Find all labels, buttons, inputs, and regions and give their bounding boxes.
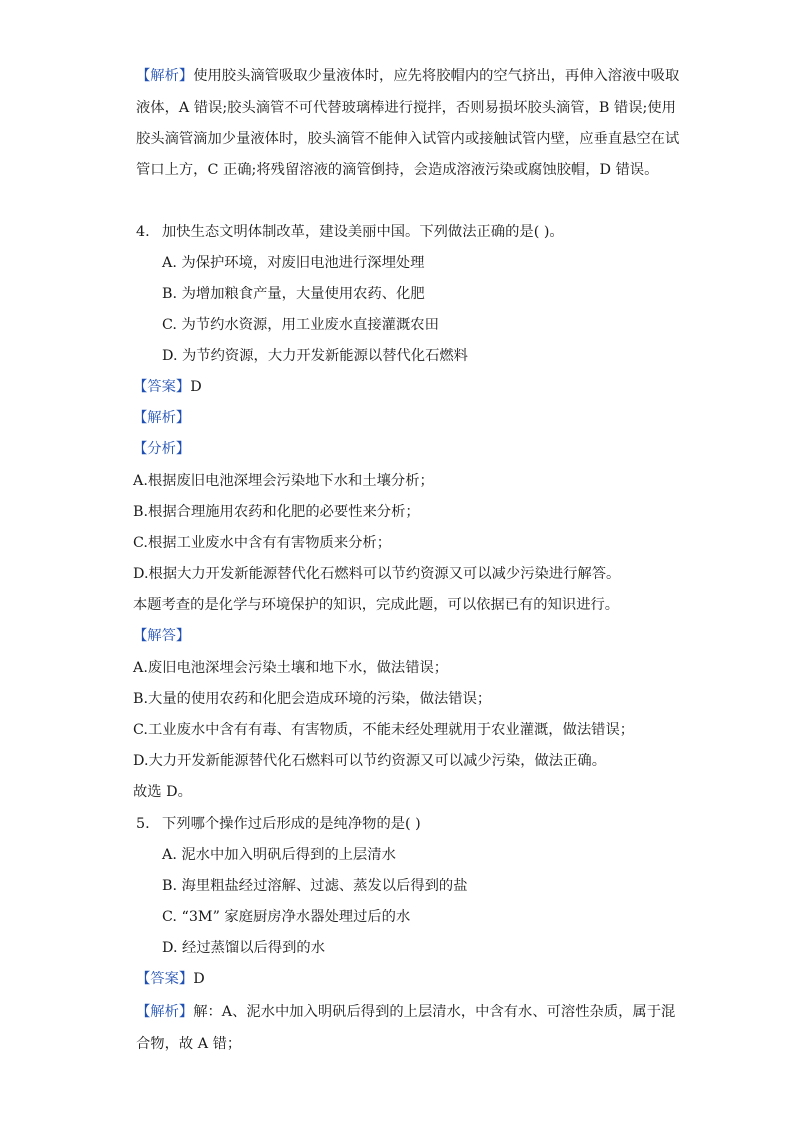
q5-number: 5.	[136, 816, 150, 832]
q5-explain-line-1: 【解析】解：A、泥水中加入明矾后得到的上层清水，中含有水、可溶性杂质，属于混	[136, 1004, 676, 1020]
q5-option-d: D. 经过蒸馏以后得到的水	[162, 940, 326, 956]
q4-stem: 4. 加快生态文明体制改革，建设美丽中国。下列做法正确的是( )。	[136, 224, 564, 240]
q4-option-b: B. 为增加粮食产量，大量使用农药、化肥	[162, 286, 425, 302]
q3-analysis-line-1: 【解析】使用胶头滴管吸取少量液体时，应先将胶帽内的空气挤出，再伸入溶液中吸取	[136, 68, 680, 84]
q4-solution-line-2: B.大量的使用农药和化肥会造成环境的污染，做法错误；	[133, 691, 492, 707]
q4-option-c: C. 为节约水资源，用工业废水直接灌溉农田	[162, 317, 439, 333]
q3-analysis-line-4: 管口上方，C 正确;将残留溶液的滴管倒持，会造成溶液污染或腐蚀胶帽，D 错误。	[136, 162, 659, 178]
q5-option-a: A. 泥水中加入明矾后得到的上层清水	[162, 847, 396, 863]
answer-tag: 【答案】	[136, 971, 194, 987]
q4-analysis-line-5: 本题考查的是化学与环境保护的知识，完成此题，可以依据已有的知识进行。	[133, 597, 620, 613]
q4-solution-tag: 【解答】	[133, 628, 191, 644]
q3-analysis-line-3: 胶头滴管滴加少量液体时，胶头滴管不能伸入试管内或接触试管内壁，应垂直悬空在试	[136, 131, 680, 147]
q5-option-c: C. “3M” 家庭厨房净水器处理过后的水	[162, 909, 411, 925]
q4-solution-line-4: D.大力开发新能源替代化石燃料可以节约资源又可以减少污染，做法正确。	[133, 753, 606, 769]
q3-analysis-line-2: 液体，A 错误;胶头滴管不可代替玻璃棒进行搅拌，否则易损坏胶头滴管，B 错误;使用	[136, 100, 676, 116]
q4-number: 4.	[136, 224, 150, 240]
q4-answer: 【答案】D	[133, 379, 202, 395]
q4-option-a: A. 为保护环境，对废旧电池进行深埋处理	[162, 255, 425, 271]
q5-option-b: B. 海里粗盐经过溶解、过滤、蒸发以后得到的盐	[162, 878, 468, 894]
q4-analysis-line-4: D.根据大力开发新能源替代化石燃料可以节约资源又可以减少污染进行解答。	[133, 566, 621, 582]
answer-tag: 【答案】	[133, 379, 191, 395]
q4-solution-line-3: C.工业废水中含有有毒、有害物质，不能未经处理就用于农业灌溉，做法错误；	[133, 722, 635, 738]
q5-explain-line-2: 合物，故 A 错；	[136, 1036, 242, 1052]
q4-solution-line-1: A.废旧电池深埋会污染土壤和地下水，做法错误；	[133, 660, 449, 676]
q5-stem: 5. 下列哪个操作过后形成的是纯净物的是( )	[136, 816, 421, 832]
q4-solution-line-5: 故选 D。	[133, 784, 192, 800]
q4-analysis-line-1: A.根据废旧电池深埋会污染地下水和土壤分析；	[133, 473, 434, 489]
q4-explain-tag: 【解析】	[133, 410, 191, 426]
q5-answer: 【答案】D	[136, 971, 205, 987]
q4-option-d: D. 为节约资源，大力开发新能源以替代化石燃料	[162, 348, 468, 364]
explain-tag: 【解析】	[136, 1004, 194, 1020]
q4-analysis-line-2: B.根据合理施用农药和化肥的必要性来分析；	[133, 504, 420, 520]
q4-analysis-line-3: C.根据工业废水中含有有害物质来分析；	[133, 535, 392, 551]
analysis-tag: 【解析】	[136, 68, 194, 84]
q4-analysis-tag: 【分析】	[133, 441, 191, 457]
